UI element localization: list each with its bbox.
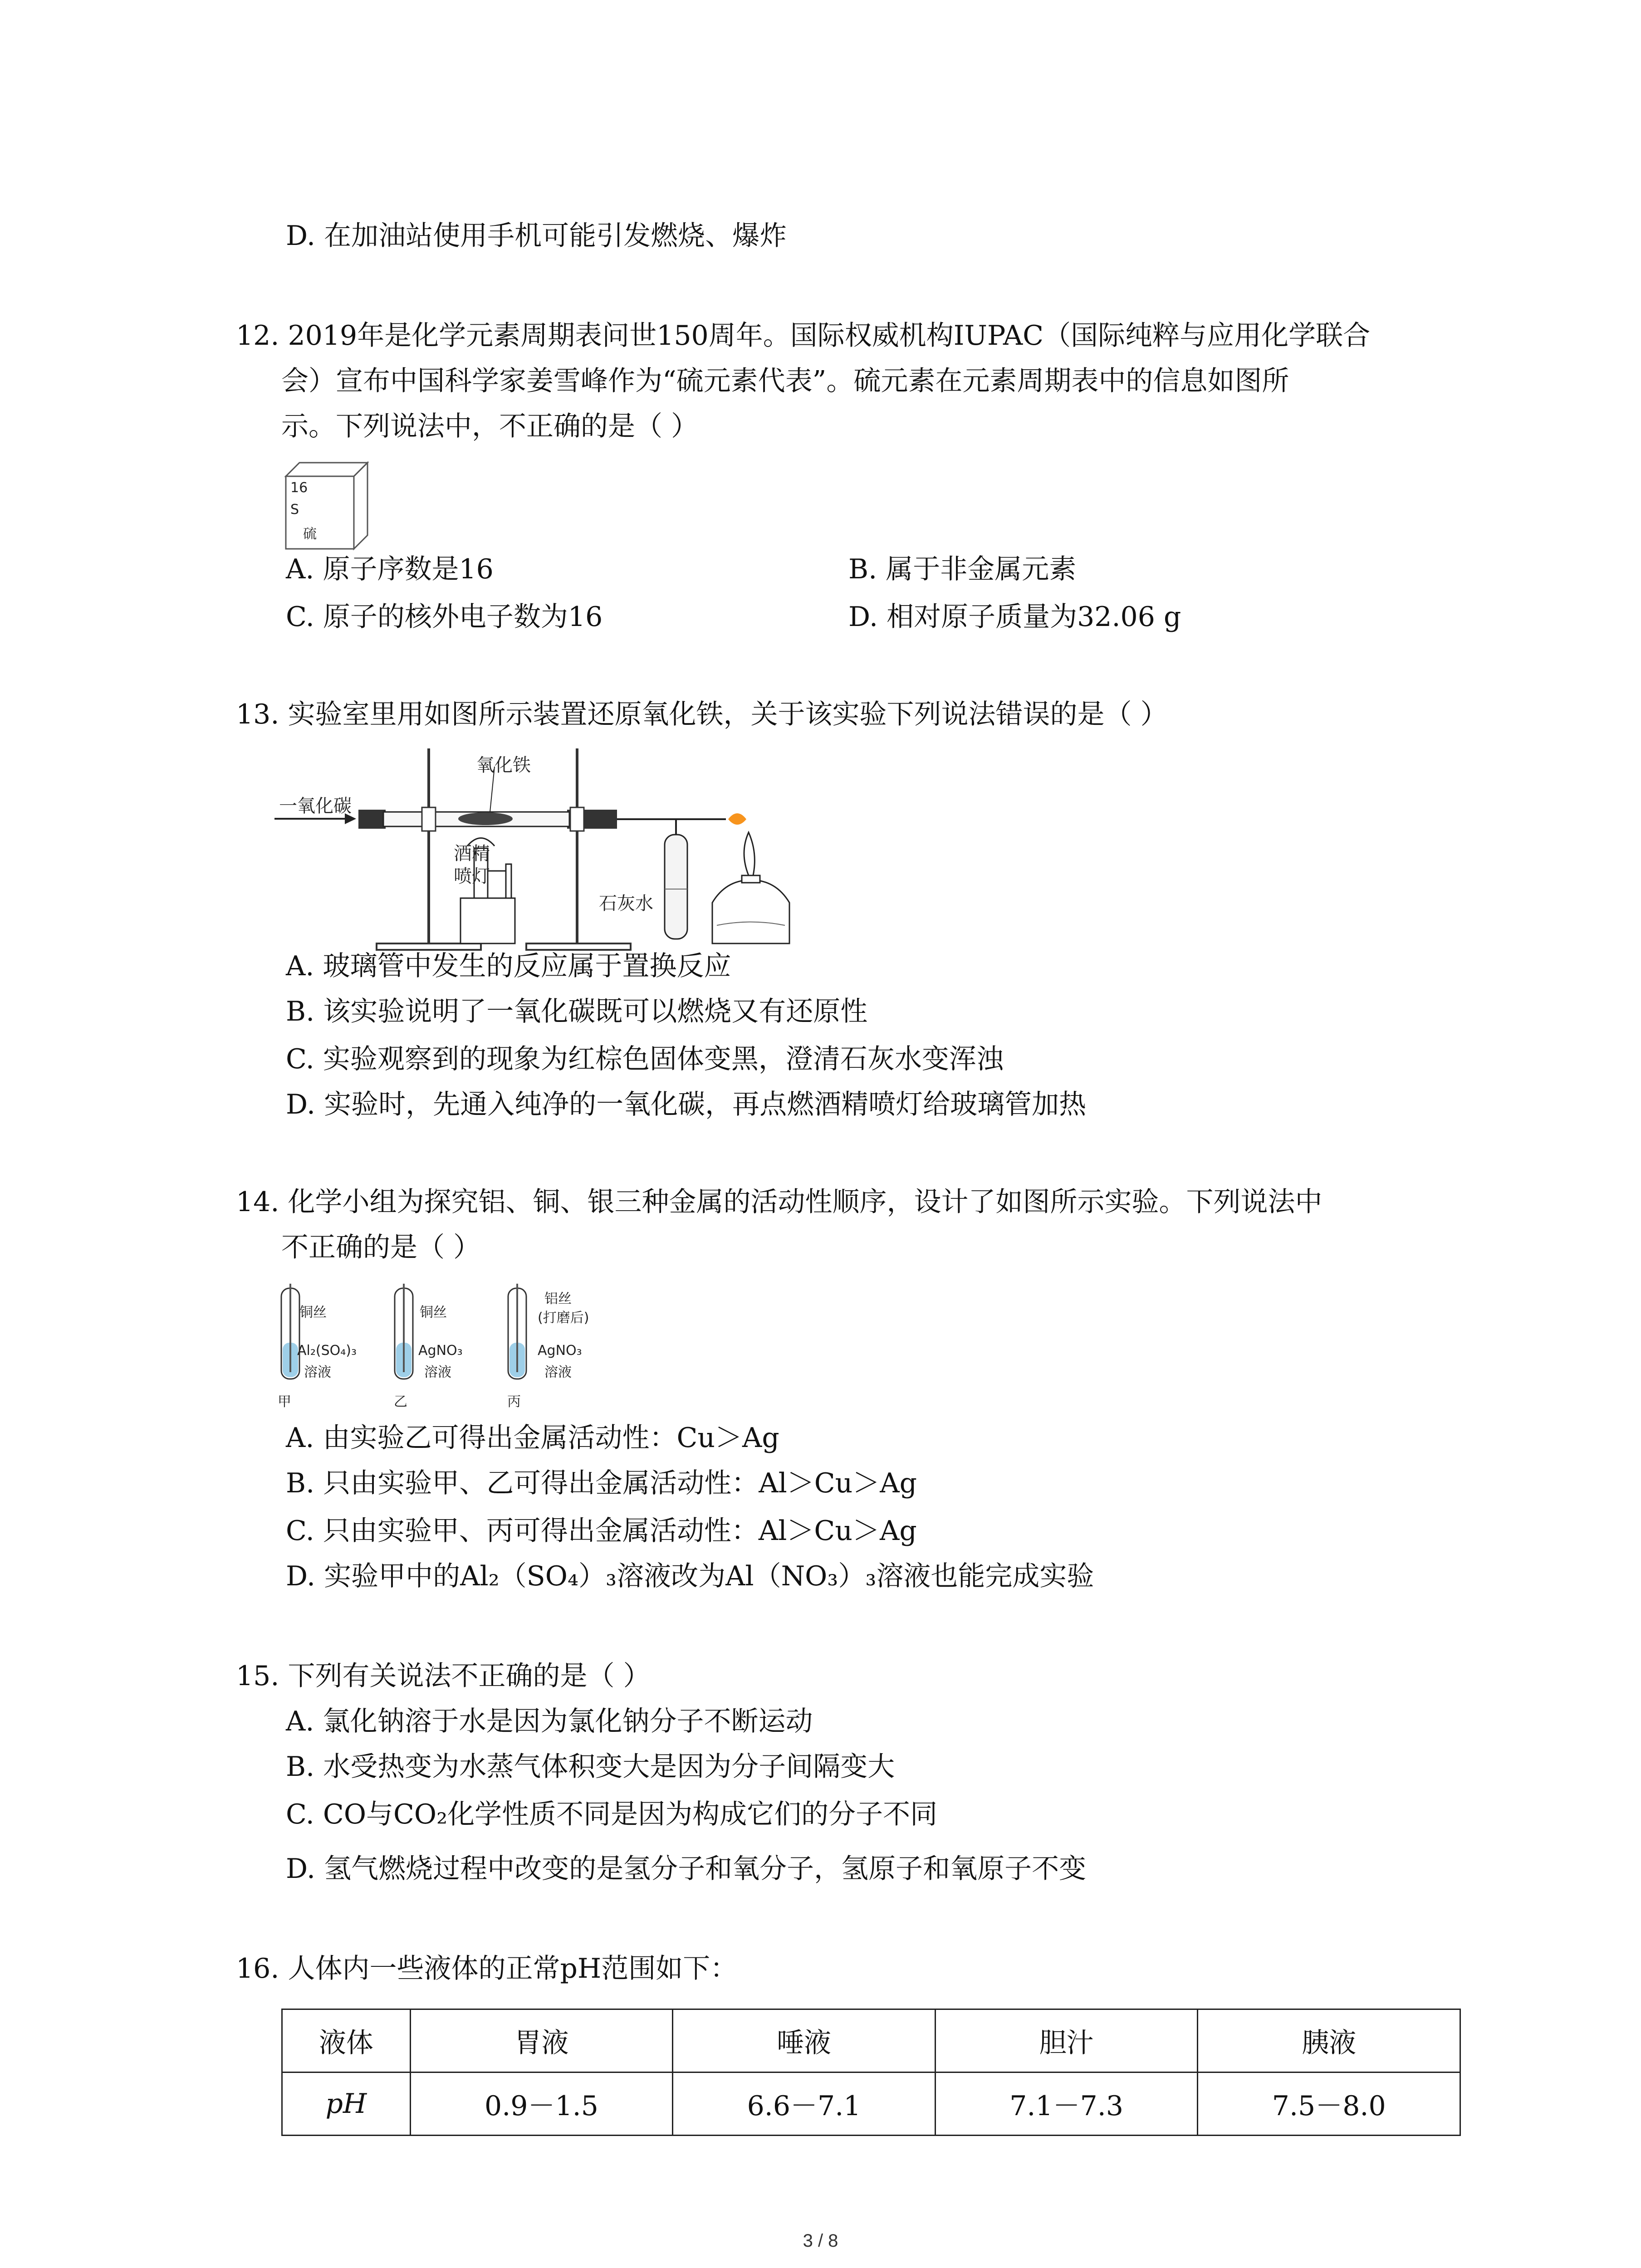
q13-option-d: D. 实验时，先通入纯净的一氧化碳，再点燃酒精喷灯给玻璃管加热 (286, 1089, 1087, 1120)
tube-jia-tag: 甲 (278, 1394, 291, 1410)
q12-stem-line2: 会）宣布中国科学家姜雪峰作为“硫元素代表”。硫元素在元素周期表中的信息如图所 (281, 365, 1289, 397)
table-header-cell: 胰液 (1198, 2009, 1460, 2072)
q14-option-b: B. 只由实验甲、乙可得出金属活动性：Al＞Cu＞Ag (286, 1467, 917, 1499)
table-cell: 7.1－7.3 (935, 2072, 1198, 2136)
q11-option-d: D. 在加油站使用手机可能引发燃烧、爆炸 (286, 220, 787, 252)
table-cell: pH (282, 2072, 411, 2136)
q12-option-a: A. 原子序数是16 (286, 553, 494, 585)
q12-option-d: D. 相对原子质量为32.06 g (848, 601, 1181, 633)
label-lime-water: 石灰水 (599, 893, 653, 914)
q13-option-b: B. 该实验说明了一氧化碳既可以燃烧又有还原性 (286, 996, 868, 1027)
tube-yi (395, 1284, 413, 1379)
table-header-cell: 唾液 (673, 2009, 936, 2072)
ph-range-table (281, 2009, 1461, 2136)
q15-option-a: A. 氯化钠溶于水是因为氯化钠分子不断运动 (286, 1706, 813, 1737)
element-name: 硫 (303, 526, 317, 542)
tube-bing-tag: 丙 (507, 1394, 521, 1410)
element-number: 16 (290, 480, 308, 496)
q14-option-d: D. 实验甲中的Al₂（SO₄）₃溶液改为Al（NO₃）₃溶液也能完成实验 (286, 1560, 1094, 1592)
page-number: 3 / 8 (803, 2231, 838, 2251)
q14-stem-line1: 14. 化学小组为探究铝、铜、银三种金属的活动性顺序，设计了如图所示实验。下列说法中 (236, 1186, 1323, 1218)
q15-stem-line1: 15. 下列有关说法不正确的是（ ） (236, 1660, 651, 1692)
q14-option-c: C. 只由实验甲、丙可得出金属活动性：Al＞Cu＞Ag (286, 1515, 917, 1547)
q15-option-d: D. 氢气燃烧过程中改变的是氢分子和氧分子，氢原子和氧原子不变 (286, 1853, 1087, 1885)
tube-jia-solution: Al₂(SO₄)₃ (297, 1343, 357, 1359)
tube-bing-solution: AgNO₃ (538, 1343, 582, 1359)
q14-option-a: A. 由实验乙可得出金属活动性：Cu＞Ag (286, 1422, 779, 1454)
table-cell: 7.5－8.0 (1198, 2072, 1460, 2136)
tube-bing-wire-note: (打磨后) (538, 1310, 589, 1326)
q13-option-c: C. 实验观察到的现象为红棕色固体变黑，澄清石灰水变浑浊 (286, 1043, 1004, 1075)
tube-bing-wire: 铝丝 (544, 1291, 572, 1307)
q14-stem-line2: 不正确的是（ ） (281, 1232, 481, 1263)
element-symbol: S (290, 502, 299, 518)
label-iron-oxide: 氧化铁 (476, 755, 531, 776)
label-blow-lamp-2: 喷灯 (454, 866, 490, 887)
tube-yi-solution: AgNO₃ (418, 1343, 463, 1359)
table-header-cell: 胃液 (410, 2009, 673, 2072)
tube-yi-wire: 铜丝 (420, 1305, 447, 1320)
table-header-cell: 胆汁 (935, 2009, 1198, 2072)
q12-option-b: B. 属于非金属元素 (848, 553, 1077, 585)
tube-bing (508, 1284, 526, 1379)
q12-option-c: C. 原子的核外电子数为16 (286, 601, 603, 633)
label-carbon-monoxide: 一氧化碳 (279, 796, 352, 816)
q12-stem-line1: 12. 2019年是化学元素周期表问世150周年。国际权威机构IUPAC（国际纯粹与应用化学联合 (236, 320, 1371, 352)
table-cell: 6.6－7.1 (673, 2072, 936, 2136)
tube-jia-wire: 铜丝 (299, 1305, 327, 1320)
table-row (282, 2072, 1460, 2136)
tube-jia-solution-2: 溶液 (304, 1364, 331, 1380)
q16-stem-line1: 16. 人体内一些液体的正常pH范围如下： (236, 1953, 738, 1984)
iron-oxide-reduction-apparatus (272, 739, 794, 953)
tube-bing-solution-2: 溶液 (544, 1364, 572, 1380)
q15-option-c: C. CO与CO₂化学性质不同是因为构成它们的分子不同 (286, 1799, 938, 1830)
table-cell: 0.9－1.5 (410, 2072, 673, 2136)
q13-stem-line1: 13. 实验室里用如图所示装置还原氧化铁，关于该实验下列说法错误的是（ ） (236, 699, 1168, 730)
q12-stem-line3: 示。下列说法中，不正确的是（ ） (281, 411, 699, 442)
q15-option-b: B. 水受热变为水蒸气体积变大是因为分子间隔变大 (286, 1751, 895, 1783)
tube-yi-tag: 乙 (394, 1394, 407, 1410)
tube-jia (281, 1284, 299, 1379)
q13-option-a: A. 玻璃管中发生的反应属于置换反应 (286, 950, 731, 982)
label-blow-lamp-1: 酒精 (454, 843, 490, 864)
table-header-cell: 液体 (282, 2009, 411, 2072)
tube-yi-solution-2: 溶液 (424, 1364, 451, 1380)
table-header-row (282, 2009, 1460, 2072)
